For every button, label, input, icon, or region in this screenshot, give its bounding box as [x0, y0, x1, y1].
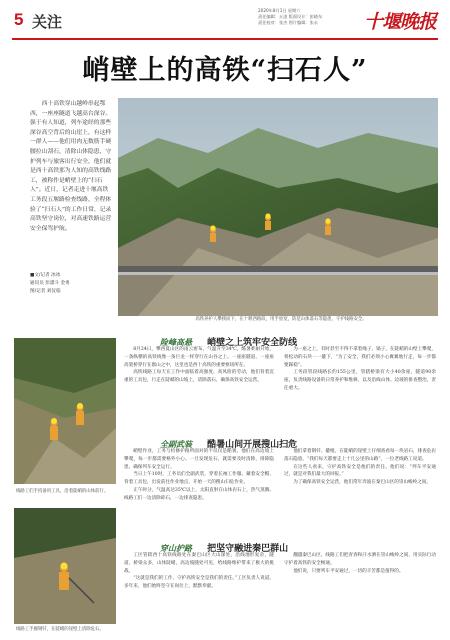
- section-tag: 穿山护路: [160, 543, 192, 553]
- section-title: 酷暑山间开展搜山扫危: [207, 440, 298, 450]
- section-3-column-1: [124, 552, 274, 591]
- side-photo-2-illustration: [14, 508, 116, 624]
- section-title: 峭壁之上筑牢安全防线: [207, 338, 298, 348]
- paragraph: 工区管辖西十高铁线路处在秦巴山区大山深处，沿线地形复杂，隧道、桥梁众多，山体陡峭，高边坡随处可见，给线路维护带来了极大的挑战。: [124, 553, 274, 574]
- side-photo-1-illustration: [14, 338, 116, 484]
- credit-line: 图/记者 刘仪临: [30, 289, 61, 294]
- date-line-2: 责任编辑：丘凌 版面设计：彭晓东: [258, 14, 323, 19]
- paragraph: 在这些人看来，守护高铁安全是他们的责任。他们说：“列车平安通过，就是对我们最大的回报。”: [284, 464, 436, 478]
- paragraph: 为一座之上，有时甚至不得不拿着绳子、镐子，在陡峭的山壁上攀爬，将松动的石块一一撬下，“为了安全，我们必须小心翼翼地行走，每一步都要踩稳”。: [284, 347, 436, 368]
- masthead-logo: 十堰晚报: [363, 11, 436, 33]
- lead-paragraph: 西十高铁穿山越岭串起鄂西，一座座隧道飞越高台深谷。强于有人知道，列车途经的那些深谷高空背后的山崖上，有这样一群人——他们用肉无数筋手硬腰拉山刮石，清除山体隐患，守护列车与旅客出行安全，他们就是西十高铁那为人知的高铁线路工，被称作是峭壁上的“扫石人”。近日，记者走进十堰高铁工务段五堰路检查线路，全程体验了“扫石人”的工作日常，记录高铁坚守岗位，对高速铁路运营安全保驾护航。: [30, 101, 112, 232]
- paragraph: 当日上午10时，工务员们全副武装，穿着长袖工作服、戴着安全帽、背着工具包，出发前往作业地点，开始一天的搜山扫危作业。: [124, 472, 274, 486]
- main-headline: 峭壁上的高铁“扫石人”: [82, 55, 368, 86]
- credit-line: 通讯员 彭潇斗 金勇: [30, 281, 70, 286]
- header-rule: [12, 38, 438, 40]
- main-photo-caption: 高铁养护人攀援而下，在十堰西路段，用手放宽，防范山体落石等隐患，守护线路安全。: [195, 317, 367, 322]
- date-info: [258, 8, 376, 26]
- section-2-column-1: [124, 448, 274, 503]
- paragraph: 为了确保高铁安全运营，他们常年奔波在秦巴山区的崇山峻岭之间。: [293, 480, 432, 486]
- paragraph: 他们说，只要列车平安通过，一切的辛苦都是值得的。: [293, 568, 404, 574]
- side-caption-2: 线路工手握钢钎，在陡峭的崖壁上清除危石。: [16, 627, 104, 632]
- paragraph: 高铁线路工每天在工作中面临着高强度、高风险的劳动，他们背着沉重的工具包，行走在陡峭的山坡上，清除落石，确保高铁安全运营。: [124, 370, 274, 384]
- section-tag: 全副武装: [160, 439, 192, 449]
- main-photo-illustration: [118, 98, 438, 316]
- section-1-column-1: [124, 346, 274, 385]
- section-1-column-2: [284, 346, 436, 393]
- date-line-3: 责任校对：张杰 图片编辑：张永: [258, 20, 318, 25]
- paragraph: 峭壁作业，工务与检修护路所面对的不仅仅是酷暑。他们在高边坡上攀爬，每一步都需要格外小心。一旦发现危石，就需要及时清除，排除隐患，确保列车安全运行。: [124, 449, 274, 470]
- paragraph: 工务段管段线路长约155公里，管辖桥梁有大小40余座，隧道90余座，负责线路设备的日常养护和维修，以及沿线山体、边坡的排查整治，责任重大。: [284, 370, 436, 391]
- paragraph: 8月24日，攀西夏山区的雨云密布，气温升至34℃，酷暑难耐开始，一条纵横的高铁线像一条巨龙一样穿行在山谷之上。一座座隧道、一座座高架桥穿行在群山之中，这里也是西十高铁的重要枢纽所在。: [124, 347, 274, 368]
- page-number: 5: [14, 10, 24, 29]
- section-heading-3: [160, 536, 289, 554]
- paragraph: 翻越秦巴山区，线路工们把青春和汗水洒在崇山峻岭之间，用实际行动守护着高铁的安全畅通。: [284, 553, 436, 566]
- side-caption-1: 线路工们手持备用工具，沿着陡峭的山体前行。: [16, 489, 109, 494]
- article-credit: [30, 272, 114, 296]
- credit-line: ■文/记者 冰冰: [30, 273, 61, 278]
- section-tag: 险峰高悬: [160, 337, 192, 347]
- paragraph: 正午时分，气温高达35℃以上，太阳直射在山体岩石上，热气蒸腾。线路工们一边清除碎石，一边排查隐患。: [124, 487, 274, 501]
- section-name: 关注: [32, 13, 63, 31]
- paragraph: “这就是我们的工作，守护高铁安全是我们的责任。”工区负责人说道。多年来，他们始终坚守在岗位上，默默奉献。: [124, 576, 274, 590]
- paragraph: 他们拿着钢钎、撬棍，在陡峭的崖壁上仔细查看每一块岩石，排查危岩落石隐患。“我们每天都要走上十几公里的山路”，一位老线路工说道。: [284, 449, 436, 462]
- side-photo-2: [14, 508, 116, 624]
- section-heading-2: [160, 432, 298, 450]
- section-3-column-2: [284, 552, 436, 575]
- page-header: [0, 0, 450, 48]
- section-heading-1: [160, 330, 298, 348]
- date-line-1: 2020年8月1日 星期六: [258, 8, 301, 13]
- side-photo-1: [14, 338, 116, 484]
- section-2-column-2: [284, 448, 436, 487]
- main-photo: [118, 98, 438, 316]
- section-title: 把坚守融进秦巴群山: [207, 544, 289, 554]
